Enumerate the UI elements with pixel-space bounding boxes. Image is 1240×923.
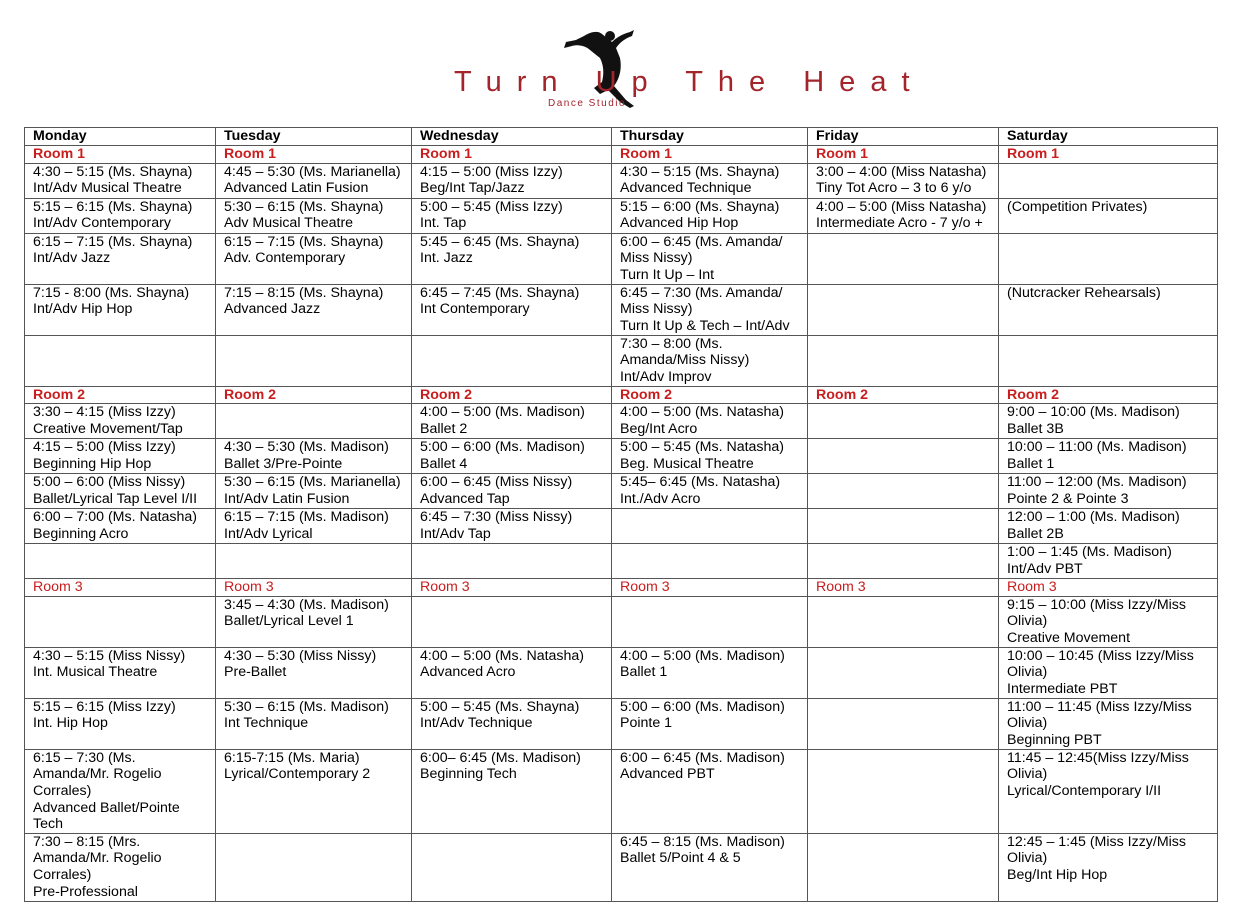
class-cell (412, 439, 612, 474)
class-row (25, 163, 1218, 198)
class-cell (412, 509, 612, 544)
schedule-body (25, 146, 1218, 902)
class-detail: Int. Tap (420, 215, 467, 232)
class-time: 5:15 – 6:15 (Miss Izzy) (33, 698, 176, 715)
class-time: 3:00 – 4:00 (Miss Natasha) (816, 163, 987, 180)
class-detail: Int Technique (224, 715, 309, 732)
class-time: 7:30 – 8:15 (Mrs. (33, 833, 141, 850)
class-cell (216, 284, 412, 335)
class-detail: Ballet 5/Point 4 & 5 (620, 850, 741, 867)
room-label: Room 1 (25, 146, 216, 164)
empty-cell (216, 335, 412, 386)
class-cell (612, 284, 808, 335)
class-detail: Int/Adv Tap (420, 525, 491, 542)
empty-cell (612, 596, 808, 647)
class-detail: Int/Adv Jazz (33, 250, 111, 267)
class-time: 3:45 – 4:30 (Ms. Madison) (224, 596, 389, 613)
class-detail: Olivia) (1007, 766, 1048, 783)
class-row (25, 439, 1218, 474)
empty-cell (412, 833, 612, 901)
class-cell (216, 474, 412, 509)
class-cell (25, 833, 216, 901)
class-time: 11:45 – 12:45(Miss Izzy/Miss (1007, 749, 1189, 766)
class-detail: Advanced Jazz (224, 301, 321, 318)
class-detail: Advanced Acro (420, 664, 516, 681)
empty-cell (808, 439, 999, 474)
class-detail: Beginning Acro (33, 525, 129, 542)
class-time: 4:30 – 5:15 (Miss Nissy) (33, 647, 186, 664)
class-cell (25, 474, 216, 509)
class-row (25, 833, 1218, 901)
class-detail: Miss Nissy) (620, 301, 693, 318)
class-time: 6:00 – 6:45 (Miss Nissy) (420, 474, 573, 491)
class-cell (216, 233, 412, 284)
class-time: 6:00 – 6:45 (Ms. Amanda/ (620, 233, 783, 250)
class-row (25, 474, 1218, 509)
studio-subtitle: Dance Studio (548, 98, 627, 109)
class-time: 6:00– 6:45 (Ms. Madison) (420, 749, 581, 766)
class-time: 4:30 – 5:30 (Ms. Madison) (224, 439, 389, 456)
empty-cell (612, 509, 808, 544)
room-label: Room 2 (25, 386, 216, 404)
class-detail: Tiny Tot Acro – 3 to 6 y/o (816, 180, 972, 197)
class-time: 3:30 – 4:15 (Miss Izzy) (33, 404, 176, 421)
class-detail: Int./Adv Acro (620, 490, 701, 507)
class-time: 4:00 – 5:00 (Ms. Madison) (420, 404, 585, 421)
class-cell (216, 439, 412, 474)
class-cell (999, 544, 1218, 579)
class-cell (612, 335, 808, 386)
class-time: 4:00 – 5:00 (Miss Natasha) (816, 198, 987, 215)
class-time: 5:00 – 5:45 (Miss Izzy) (420, 198, 563, 215)
class-detail: Pre-Ballet (224, 664, 287, 681)
class-detail: Ballet 3/Pre-Pointe (224, 455, 343, 472)
class-detail: Lyrical/Contemporary I/II (1007, 782, 1162, 799)
class-time: 4:30 – 5:15 (Ms. Shayna) (620, 163, 780, 180)
class-detail: Miss Nissy) (620, 250, 693, 267)
day-header: Monday (25, 128, 216, 146)
class-time: 5:15 – 6:15 (Ms. Shayna) (33, 198, 193, 215)
class-time: 4:15 – 5:00 (Miss Izzy) (33, 439, 176, 456)
class-detail: Intermediate Acro - 7 y/o + (816, 215, 983, 232)
class-time: 4:00 – 5:00 (Ms. Natasha) (620, 404, 785, 421)
class-detail: Corrales) (33, 782, 92, 799)
room-label: Room 1 (612, 146, 808, 164)
class-detail: Int. Jazz (420, 250, 473, 267)
class-detail: Corrales) (33, 866, 92, 883)
class-time: 6:15-7:15 (Ms. Maria) (224, 749, 360, 766)
class-time: 5:00 – 6:00 (Miss Nissy) (33, 474, 186, 491)
day-header: Saturday (999, 128, 1218, 146)
class-cell (412, 284, 612, 335)
class-time: 6:15 – 7:30 (Ms. (33, 749, 136, 766)
empty-cell (808, 749, 999, 833)
class-time: 7:30 – 8:00 (Ms. (620, 335, 723, 352)
class-row (25, 233, 1218, 284)
class-time: 5:00 – 6:00 (Ms. Madison) (420, 439, 585, 456)
class-cell (999, 439, 1218, 474)
class-row (25, 596, 1218, 647)
class-detail: Beg. Musical Theatre (620, 455, 754, 472)
empty-cell (216, 404, 412, 439)
class-detail: Advanced Hip Hop (620, 215, 739, 232)
class-time: 6:45 – 7:45 (Ms. Shayna) (420, 284, 580, 301)
class-cell (216, 198, 412, 233)
class-time: 5:00 – 5:45 (Ms. Shayna) (420, 698, 580, 715)
empty-cell (216, 833, 412, 901)
class-detail: Int. Hip Hop (33, 715, 108, 732)
class-cell (612, 698, 808, 749)
class-row (25, 404, 1218, 439)
class-cell (412, 163, 612, 198)
class-detail: Int/Adv Lyrical (224, 525, 313, 542)
day-header: Friday (808, 128, 999, 146)
class-row (25, 198, 1218, 233)
studio-logo (440, 28, 925, 120)
class-cell (25, 509, 216, 544)
class-detail: Creative Movement/Tap (33, 420, 183, 437)
class-row (25, 335, 1218, 386)
class-cell (412, 474, 612, 509)
room-header-row (25, 386, 1218, 404)
class-detail: Olivia) (1007, 715, 1048, 732)
empty-cell (808, 544, 999, 579)
class-cell (216, 596, 412, 647)
class-detail: Turn It Up – Int (620, 266, 715, 283)
empty-cell (612, 544, 808, 579)
day-header: Tuesday (216, 128, 412, 146)
class-cell (25, 439, 216, 474)
class-time: 6:45 – 7:30 (Ms. Amanda/ (620, 284, 783, 301)
class-cell (412, 647, 612, 698)
class-cell (999, 596, 1218, 647)
class-cell (999, 749, 1218, 833)
class-detail: Beginning PBT (1007, 731, 1102, 748)
class-time: 4:30 – 5:15 (Ms. Shayna) (33, 163, 193, 180)
room-label: Room 3 (808, 579, 999, 597)
class-cell (412, 404, 612, 439)
empty-cell (25, 335, 216, 386)
room-label: Room 1 (808, 146, 999, 164)
room-label: Room 2 (808, 386, 999, 404)
class-time: 6:45 – 7:30 (Miss Nissy) (420, 509, 573, 526)
class-time: 4:00 – 5:00 (Ms. Madison) (620, 647, 785, 664)
room-header-row (25, 146, 1218, 164)
empty-cell (216, 544, 412, 579)
class-time: 5:45 – 6:45 (Ms. Shayna) (420, 233, 580, 250)
empty-cell (808, 833, 999, 901)
class-cell (412, 198, 612, 233)
class-time: 6:00 – 6:45 (Ms. Madison) (620, 749, 785, 766)
class-detail: Int/Adv PBT (1007, 560, 1083, 577)
day-header-row (25, 128, 1218, 146)
class-schedule-table (24, 127, 1218, 902)
class-detail: Int. Musical Theatre (33, 664, 158, 681)
class-cell (412, 233, 612, 284)
empty-cell (25, 544, 216, 579)
class-detail: Ballet 4 (420, 455, 468, 472)
class-row (25, 749, 1218, 833)
class-cell (216, 647, 412, 698)
empty-cell (412, 596, 612, 647)
class-cell (999, 404, 1218, 439)
class-time: 5:30 – 6:15 (Ms. Marianella) (224, 474, 401, 491)
room-label: Room 2 (999, 386, 1218, 404)
room-header-row (25, 579, 1218, 597)
class-cell (999, 509, 1218, 544)
room-label: Room 3 (612, 579, 808, 597)
class-detail: Int/Adv Hip Hop (33, 301, 133, 318)
class-cell (25, 198, 216, 233)
class-cell (612, 647, 808, 698)
class-cell (25, 698, 216, 749)
class-time: 4:30 – 5:30 (Miss Nissy) (224, 647, 377, 664)
class-detail: Advanced PBT (620, 766, 715, 783)
class-cell (612, 404, 808, 439)
class-row (25, 647, 1218, 698)
empty-cell (808, 509, 999, 544)
room-label: Room 2 (612, 386, 808, 404)
class-cell (612, 833, 808, 901)
class-cell (999, 647, 1218, 698)
empty-cell (25, 596, 216, 647)
class-detail: Amanda/Mr. Rogelio (33, 850, 162, 867)
class-detail: Beg/Int Tap/Jazz (420, 180, 525, 197)
class-cell (612, 439, 808, 474)
class-time: 11:00 – 12:00 (Ms. Madison) (1007, 474, 1187, 491)
class-time: 11:00 – 11:45 (Miss Izzy/Miss (1007, 698, 1192, 715)
class-cell (216, 749, 412, 833)
class-detail: Olivia) (1007, 664, 1048, 681)
day-header: Wednesday (412, 128, 612, 146)
empty-cell (999, 163, 1218, 198)
class-cell (999, 284, 1218, 335)
class-row (25, 284, 1218, 335)
class-cell (999, 833, 1218, 901)
class-detail: Beginning Tech (420, 766, 517, 783)
class-cell (999, 698, 1218, 749)
class-cell (999, 198, 1218, 233)
class-cell (25, 647, 216, 698)
class-time: 7:15 – 8:15 (Ms. Shayna) (224, 284, 384, 301)
class-detail: Ballet/Lyrical Tap Level I/II (33, 490, 198, 507)
room-label: Room 1 (216, 146, 412, 164)
class-detail: Pointe 2 & Pointe 3 (1007, 490, 1129, 507)
class-cell (999, 474, 1218, 509)
room-label: Room 3 (999, 579, 1218, 597)
class-time: 12:00 – 1:00 (Ms. Madison) (1007, 509, 1180, 526)
class-time: 6:15 – 7:15 (Ms. Shayna) (33, 233, 193, 250)
class-detail: Ballet 2 (420, 420, 468, 437)
class-detail: Olivia) (1007, 850, 1048, 867)
class-time: 10:00 – 11:00 (Ms. Madison) (1007, 439, 1187, 456)
room-label: Room 3 (412, 579, 612, 597)
class-cell (216, 163, 412, 198)
class-detail: Int/Adv Improv (620, 368, 712, 385)
class-time: 5:00 – 5:45 (Ms. Natasha) (620, 439, 785, 456)
class-detail: Ballet/Lyrical Level 1 (224, 613, 354, 630)
empty-cell (808, 404, 999, 439)
class-detail: Turn It Up & Tech – Int/Adv (620, 317, 790, 334)
empty-cell (808, 698, 999, 749)
class-time: (Competition Privates) (1007, 198, 1148, 215)
day-header: Thursday (612, 128, 808, 146)
room-label: Room 2 (216, 386, 412, 404)
class-detail: Olivia) (1007, 613, 1048, 630)
empty-cell (808, 284, 999, 335)
class-cell (25, 404, 216, 439)
class-cell (412, 749, 612, 833)
empty-cell (999, 335, 1218, 386)
class-cell (612, 163, 808, 198)
class-detail: Int/Adv Latin Fusion (224, 490, 350, 507)
empty-cell (412, 335, 612, 386)
class-time: 1:00 – 1:45 (Ms. Madison) (1007, 544, 1172, 561)
class-time: 4:45 – 5:30 (Ms. Marianella) (224, 163, 401, 180)
class-row (25, 544, 1218, 579)
class-row (25, 509, 1218, 544)
class-detail: Advanced Latin Fusion (224, 180, 369, 197)
class-cell (808, 163, 999, 198)
class-time: 7:15 - 8:00 (Ms. Shayna) (33, 284, 190, 301)
class-detail: Advanced Ballet/Pointe (33, 799, 180, 816)
room-label: Room 1 (412, 146, 612, 164)
class-detail: Int/Adv Musical Theatre (33, 180, 182, 197)
class-detail: Beg/Int Acro (620, 420, 698, 437)
class-cell (25, 749, 216, 833)
class-detail: Ballet 1 (620, 664, 668, 681)
empty-cell (412, 544, 612, 579)
class-cell (216, 509, 412, 544)
class-cell (612, 749, 808, 833)
class-cell (612, 198, 808, 233)
class-time: 9:15 – 10:00 (Miss Izzy/Miss (1007, 596, 1186, 613)
class-time: 6:45 – 8:15 (Ms. Madison) (620, 833, 785, 850)
class-detail: Adv. Contemporary (224, 250, 346, 267)
class-time: 4:00 – 5:00 (Ms. Natasha) (420, 647, 585, 664)
class-cell (216, 698, 412, 749)
class-detail: Pointe 1 (620, 715, 673, 732)
class-cell (612, 233, 808, 284)
class-time: 5:45– 6:45 (Ms. Natasha) (620, 474, 781, 491)
room-label: Room 3 (25, 579, 216, 597)
class-detail: Int Contemporary (420, 301, 530, 318)
class-detail: Ballet 1 (1007, 455, 1055, 472)
class-detail: Int/Adv Contemporary (33, 215, 171, 232)
studio-name: Turn Up The Heat (454, 66, 925, 98)
class-time: 9:00 – 10:00 (Ms. Madison) (1007, 404, 1180, 421)
class-detail: Lyrical/Contemporary 2 (224, 766, 371, 783)
class-time: 5:00 – 6:00 (Ms. Madison) (620, 698, 785, 715)
class-detail: Beg/Int Hip Hop (1007, 866, 1108, 883)
class-detail: Beginning Hip Hop (33, 455, 152, 472)
class-detail: Creative Movement (1007, 629, 1131, 646)
class-time: 10:00 – 10:45 (Miss Izzy/Miss (1007, 647, 1194, 664)
class-detail: Advanced Technique (620, 180, 752, 197)
class-time: 4:15 – 5:00 (Miss Izzy) (420, 163, 563, 180)
empty-cell (808, 474, 999, 509)
class-cell (25, 163, 216, 198)
class-detail: Amanda/Miss Nissy) (620, 352, 750, 369)
empty-cell (808, 233, 999, 284)
class-cell (25, 284, 216, 335)
class-cell (612, 474, 808, 509)
class-detail: Adv Musical Theatre (224, 215, 354, 232)
class-detail: Intermediate PBT (1007, 680, 1118, 697)
class-detail: Ballet 2B (1007, 525, 1064, 542)
class-detail: Int/Adv Technique (420, 715, 533, 732)
class-cell (412, 698, 612, 749)
room-label: Room 3 (216, 579, 412, 597)
class-time: 6:15 – 7:15 (Ms. Madison) (224, 509, 389, 526)
class-detail: Amanda/Mr. Rogelio (33, 766, 162, 783)
empty-cell (808, 335, 999, 386)
empty-cell (808, 647, 999, 698)
class-cell (808, 198, 999, 233)
room-label: Room 1 (999, 146, 1218, 164)
class-detail: Ballet 3B (1007, 420, 1064, 437)
class-time: (Nutcracker Rehearsals) (1007, 284, 1161, 301)
room-label: Room 2 (412, 386, 612, 404)
class-time: 5:15 – 6:00 (Ms. Shayna) (620, 198, 780, 215)
class-time: 6:00 – 7:00 (Ms. Natasha) (33, 509, 198, 526)
empty-cell (999, 233, 1218, 284)
empty-cell (808, 596, 999, 647)
class-row (25, 698, 1218, 749)
class-time: 6:15 – 7:15 (Ms. Shayna) (224, 233, 384, 250)
class-detail: Tech (33, 816, 63, 833)
class-time: 5:30 – 6:15 (Ms. Shayna) (224, 198, 384, 215)
class-time: 12:45 – 1:45 (Miss Izzy/Miss (1007, 833, 1186, 850)
class-detail: Pre-Professional (33, 883, 138, 900)
class-time: 5:30 – 6:15 (Ms. Madison) (224, 698, 389, 715)
class-cell (25, 233, 216, 284)
class-detail: Advanced Tap (420, 490, 510, 507)
